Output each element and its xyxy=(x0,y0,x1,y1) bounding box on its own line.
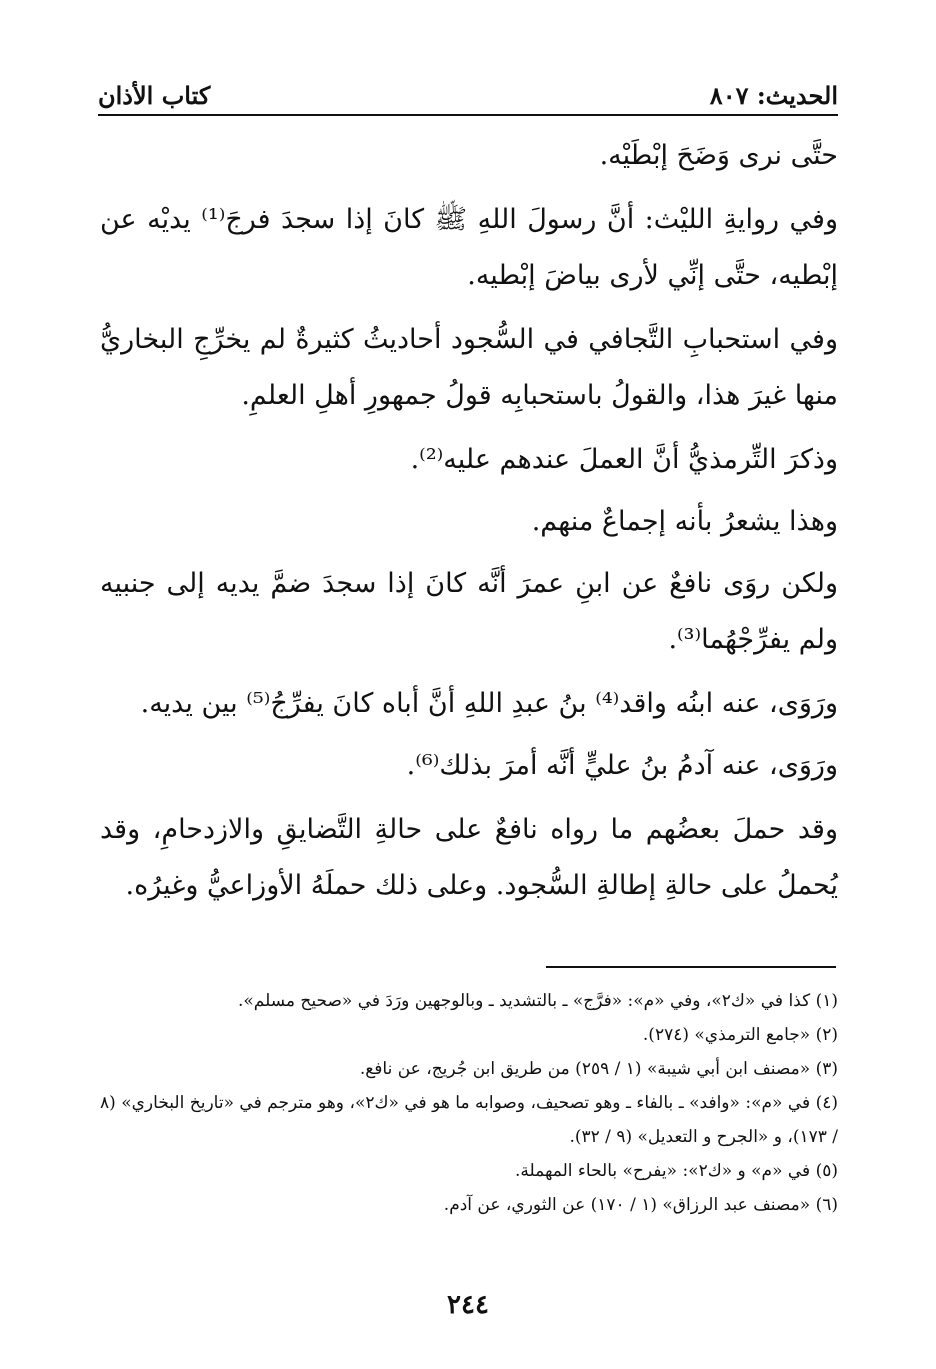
footnote: (٤) في «م»: «وافد» ـ بالفاء ـ وهو تصحيف، وصوابه ما هو في «ك٢»، وهو مترجم في «تاريخ البخاري» (٨ / ١٧٣)، و «الجرح و التعديل» (٩ / ٣٢). xyxy=(100,1093,839,1147)
footnote: (١) كذا في «ك٢»، وفي «م»: «فرَّج» ـ بالتشديد ـ وبالوجهين ورَدَ في «صحيح مسلم». xyxy=(237,991,838,1011)
footnote-divider xyxy=(546,966,836,968)
running-header xyxy=(98,76,838,116)
footnote: (٥) في «م» و «ك٢»: «يفرح» بالحاء المهملة. xyxy=(514,1161,838,1181)
footnote: (٦) «مصنف عبد الرزاق» (١ / ١٧٠) عن الثوري، عن آدم. xyxy=(443,1195,838,1215)
paragraph: وفي روايةِ الليْث: أنَّ رسولَ اللهِ ﷺ كانَ إذا سجدَ فرجَ⁽¹⁾ يديْه عن إبْطيه، حتَّى إنِّي لأرى بياضَ إبْطيه. xyxy=(100,204,838,291)
paragraph: وذكرَ التِّرمذيُّ أنَّ العملَ عندهم عليه⁽²⁾. xyxy=(410,444,838,475)
paragraph: ورَوَى، عنه آدمُ بنُ عليٍّ أنَّه أمرَ بذلك⁽⁶⁾. xyxy=(406,750,838,781)
book-title: كتاب الأذان xyxy=(98,81,211,110)
page-number: ٢٤٤ xyxy=(447,1290,489,1320)
footnote: (٣) «مصنف ابن أبي شيبة» (١ / ٢٥٩) من طريق ابن جُريج، عن نافع. xyxy=(359,1059,838,1079)
main-text xyxy=(100,128,838,922)
footnote: (٢) «جامع الترمذي» (٢٧٤). xyxy=(642,1025,838,1045)
paragraph: وهذا يشعرُ بأنه إجماعٌ منهم. xyxy=(531,506,838,537)
paragraph: ورَوَى، عنه ابنُه واقد⁽⁴⁾ بنُ عبدِ اللهِ أنَّ أباه كانَ يفرِّجُ⁽⁵⁾ بين يديه. xyxy=(140,688,838,719)
hadith-number-label: الحديث: ٨٠٧ xyxy=(709,81,838,110)
paragraph: وفي استحبابِ التَّجافي في السُّجود أحاديثُ كثيرةٌ لم يخرِّجِ البخاريُّ منها غيرَ هذا، والقولُ باستحبابِه قولُ جمهورِ أهلِ العلمِ. xyxy=(100,324,838,411)
footnotes xyxy=(100,984,838,1222)
paragraph: ولكن روَى نافعٌ عن ابنِ عمرَ أنَّه كانَ إذا سجدَ ضمَّ يديه إلى جنبيه ولم يفرِّجْهُما⁽³⁾. xyxy=(100,568,838,655)
paragraph: وقد حملَ بعضُهم ما رواه نافعٌ على حالةِ التَّضايقِ والازدحامِ، وقد يُحملُ على حالةِ إطالةِ السُّجود. وعلى ذلك حملَهُ الأوزاعيُّ وغيرُه. xyxy=(100,814,838,901)
paragraph: حتَّى نرى وَضَحَ إبْطَيْه. xyxy=(599,140,838,171)
